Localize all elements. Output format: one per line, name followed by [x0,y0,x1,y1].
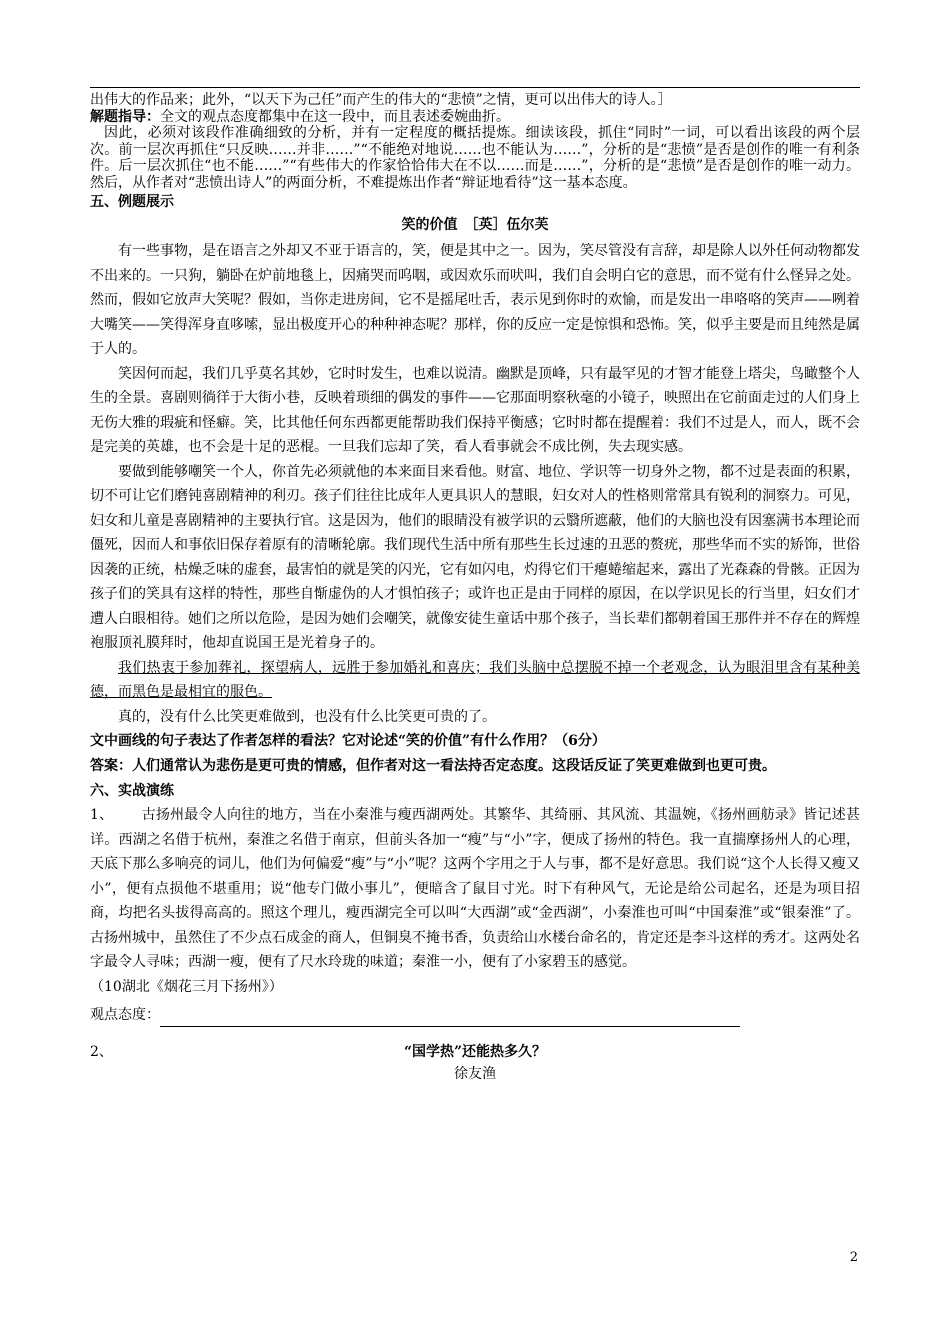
drill-item-1-source: （10湖北《烟花三月下扬州》） [90,978,283,995]
header-rule [90,87,860,88]
drill-item-2-author: 徐友渔 [454,1066,496,1082]
drill-item-1-passage: 古扬州最令人向往的地方，当在小秦淮与瘦西湖两处。其繁华、其绮丽、其风流、其温婉，《扬州画舫录》皆记述甚详。西湖之名借于杭州，秦淮之名借于南京，但前头各加一“瘦”与“小”字，便成了扬州的特色。我一直揣摩扬州人的心理，天底下那么多响亮的词儿，他们为何偏爱“瘦”与“小”呢？这两个字用之于人与事，都不是好意思。我们说“这个人长得又瘦又小”，便有点损他不堪重用；说“他专门做小事儿”，便暗含了鼠目寸光。时下有种风气，无论是给公司起名，还是为项目招商，均把名头拔得高高的。照这个理儿，瘦西湖完全可以叫“大西湖”或“金西湖”，小秦淮也可叫“中国秦淮”或“银秦淮”了。古扬州城中，虽然住了不少点石成金的商人，但铜臭不掩书香，负责给山水楼台命名的，肯定还是李斗这样的秀才。这两处名字最令人寻味；西湖一瘦，便有了尺水玲珑的味道；秦淮一小，便有了小家碧玉的感觉。 [90,807,860,970]
drill-item-2 [90,1041,860,1087]
section-5-heading: 五、例题展示 [90,194,174,210]
example-answer: 答案：人们通常认为悲伤是更可贵的情感，但作者对这一看法持否定态度。这段话反证了笑更难做到也更可贵。 [90,758,776,774]
document-page [90,92,860,1087]
guide-label: 解题指导： [90,108,160,125]
drill-item-1-number: 1、 [90,807,114,823]
section-6-heading: 六、实战演练 [90,783,174,799]
essay-body [90,239,860,729]
essay-title: 笑的价值 ［英］伍尔芙 [401,217,549,233]
viewpoint-label: 观点态度： [90,1007,160,1023]
essay-paragraph-2: 笑因何而起，我们几乎莫名其妙，它时时发生，也难以说清。幽默是顶峰，只有最罕见的才智才能登上塔尖，鸟瞰整个人生的全景。喜剧则徜徉于大街小巷，反映着琐细的偶发的事件——它那面明察秋毫的小镜子，映照出在它前面走过的人们身上无伤大雅的瑕疵和怪癖。笑，比其他任何东西都更能帮助我们保持平衡感；它时时都在提醒着：我们不过是人，而人，既不会是完美的英雄，也不会是十足的恶棍。一旦我们忘却了笑，看人看事就会不成比例，失去现实感。 [90,365,860,455]
continued-line: 出伟大的作品来；此外，“以天下为己任”而产生的伟大的“悲愤”之情，更可以出伟大的诗人。］ [90,92,672,108]
drill-item-1 [90,803,860,999]
essay-paragraph-1: 有一些事物，是在语言之外却又不亚于语言的，笑，便是其中之一。因为，笑尽管没有言辞，却是除人以外任何动物都发不出来的。一只狗，躺卧在炉前地毯上，因痛哭而呜咽，或因欢乐而吠叫，我们自会明白它的意思，而不觉有什么怪异之处。然而，假如它放声大笑呢？假如，当你走进房间，它不是摇尾吐舌，表示见到你时的欢愉，而是发出一串咯咯的笑声——咧着大嘴笑——笑得浑身直哆嗦，显出极度开心的种种神态呢？那样，你的反应一定是惊惧和恐怖。笑，似乎主要是而且纯然是属于人的。 [90,243,860,357]
viewpoint-fill-line [90,1003,860,1027]
guide-text: 全文的观点态度都集中在这一段中，而且表述委婉曲折。 [160,108,510,125]
analysis-paragraph: 因此，必须对该段作准确细致的分析，并有一定程度的概括提炼。细读该段，抓住“同时”一词，可以看出该段的两个层次。前一层次再抓住“只反映……并非……”“不能绝对地说……也不能认为……”，分析的是“悲愤”是否是创作的唯一有利条件。后一层次抓住“也不能……”“有些伟大的作家恰恰伟大在不以……而是……”，分析的是“悲愤”是否是创作的唯一动力。然后，从作者对“悲愤出诗人”的两面分析，不难提炼出作者“辩证地看待”这一基本态度。 [90,125,860,191]
essay-underlined-paragraph [90,656,860,705]
essay-closing: 真的，没有什么比笑更难做到，也没有什么比笑更可贵的了。 [118,708,496,725]
drill-item-1-text [90,803,860,975]
underlined-sentence: 我们热衷于参加葬礼，探望病人，远胜于参加婚礼和喜庆；我们头脑中总摆脱不掉一个老观念，认为眼泪里含有某种美德，而黑色是最相宜的服色。 [90,659,860,700]
page-number: 2 [849,1250,858,1265]
viewpoint-answer-blank[interactable] [160,1010,740,1027]
essay-paragraph-3: 要做到能够嘲笑一个人，你首先必须就他的本来面目来看他。财富、地位、学识等一切身外之物，都不过是表面的积累，切不可让它们磨钝喜剧精神的利刃。孩子们往往比成年人更具识人的慧眼，妇女对人的性格则常常具有锐利的洞察力。可见，妇女和儿童是喜剧精神的主要执行官。这是因为，他们的眼睛没有被学识的云翳所遮蔽，他们的大脑也没有因塞满书本理论而僵死，因而人和事依旧保存着原有的清晰轮廓。我们现代生活中所有那些生长过速的丑恶的赘疣，那些华而不实的矫饰，世俗因袭的正统，枯燥乏味的虚套，最害怕的就是笑的闪光，它有如闪电，灼得它们干瘪蜷缩起来，露出了光森森的骨骸。正因为孩子们的笑具有这样的特性，那些自惭虚伪的人才惧怕孩子；或许也正是由于同样的原因，在以学识见长的行当里，妇女们才遭人白眼相待。她们之所以危险，是因为她们会嘲笑，就像安徒生童话中那个孩子，当长辈们都朝着国王那件并不存在的辉煌袍服顶礼膜拜时，他却直说国王是光着身子的。 [90,463,860,651]
drill-item-2-number: 2、 [90,1044,113,1060]
guide-paragraph [90,109,860,126]
example-question: 文中画线的句子表达了作者怎样的看法？它对论述“笑的价值”有什么作用？（6分） [90,733,606,749]
drill-item-2-title: “国学热”还能热多久？ [403,1044,547,1060]
